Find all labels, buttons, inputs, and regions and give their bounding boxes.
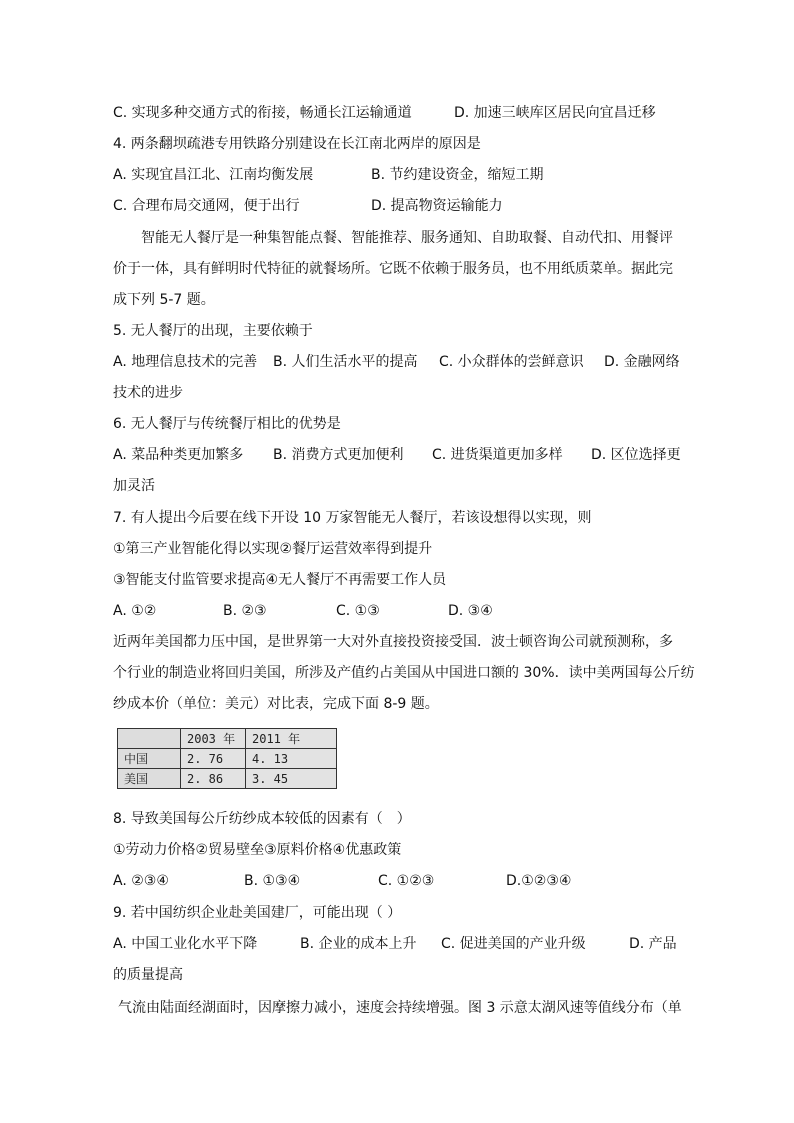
q6-option-a[interactable]: A. 菜品种类更加繁多	[113, 447, 244, 463]
q7-option-b[interactable]: B. ②③	[223, 603, 267, 619]
passage2-line1: 近两年美国都力压中国，是世界第一大对外直接投资接受国．波士顿咨询公司就预测称，多	[113, 634, 673, 650]
q4-option-a[interactable]: A. 实现宜昌江北、江南均衡发展	[113, 167, 314, 183]
table-cell: 美国	[118, 769, 181, 789]
q4-stem: 4. 两条翻坝疏港专用铁路分别建设在长江南北两岸的原因是	[113, 136, 481, 152]
q6-stem: 6. 无人餐厅与传统餐厅相比的优势是	[113, 416, 341, 432]
q7-stem: 7. 有人提出今后要在线下开设 10 万家智能无人餐厅，若该设想得以实现，则	[113, 510, 592, 526]
q8-stem: 8. 导致美国每公斤纺纱成本较低的因素有（ ）	[113, 811, 411, 827]
q6-option-c[interactable]: C. 进货渠道更加多样	[432, 447, 563, 463]
passage1-line3: 成下列 5-7 题。	[113, 292, 215, 308]
q6-option-d-cont: 加灵活	[113, 478, 155, 494]
q5-option-a[interactable]: A. 地理信息技术的完善	[113, 354, 258, 370]
q9-option-a[interactable]: A. 中国工业化水平下降	[113, 936, 258, 952]
table-cell: 2. 76	[181, 749, 246, 769]
passage1-line1: 智能无人餐厅是一种集智能点餐、智能推荐、服务通知、自助取餐、自动代扣、用餐评	[141, 230, 673, 246]
q7-items-2: ③智能支付监管要求提高④无人餐厅不再需要工作人员	[113, 572, 447, 588]
table-header-cell	[118, 729, 181, 749]
q7-option-d[interactable]: D. ③④	[448, 603, 493, 619]
q9-stem: 9. 若中国纺织企业赴美国建厂，可能出现（ ）	[113, 905, 402, 921]
q5-option-b[interactable]: B. 人们生活水平的提高	[273, 354, 418, 370]
cost-comparison-table	[117, 728, 337, 789]
q4-option-b[interactable]: B. 节约建设资金，缩短工期	[371, 167, 544, 183]
table-header-cell: 2003 年	[181, 729, 246, 749]
table-cell: 2. 86	[181, 769, 246, 789]
table-row	[118, 769, 337, 789]
q8-option-b[interactable]: B. ①③④	[244, 873, 301, 889]
q9-option-d[interactable]: D. 产品	[629, 936, 677, 952]
q5-option-d-cont: 技术的进步	[113, 385, 183, 401]
q8-items: ①劳动力价格②贸易壁垒③原料价格④优惠政策	[113, 842, 402, 858]
table-header-row	[118, 729, 337, 749]
q7-items-1: ①第三产业智能化得以实现②餐厅运营效率得到提升	[113, 541, 433, 557]
q5-option-d[interactable]: D. 金融网络	[604, 354, 680, 370]
passage2-line2: 个行业的制造业将回归美国，所涉及产值约占美国从中国进口额的 30%．读中美两国每公斤纺	[113, 665, 695, 681]
q9-option-d-cont: 的质量提高	[113, 967, 183, 983]
q8-option-a[interactable]: A. ②③④	[113, 873, 169, 889]
q6-option-b[interactable]: B. 消费方式更加便利	[273, 447, 404, 463]
passage3-line1: 气流由陆面经湖面时，因摩擦力减小，速度会持续增强。图 3 示意太湖风速等值线分布（单	[118, 1000, 682, 1016]
q9-option-c[interactable]: C. 促进美国的产业升级	[441, 936, 586, 952]
table-cell: 4. 13	[246, 749, 337, 769]
table-cell: 3. 45	[246, 769, 337, 789]
q6-option-d[interactable]: D. 区位选择更	[591, 447, 681, 463]
q3-option-c[interactable]: C. 实现多种交通方式的衔接，畅通长江运输通道	[113, 105, 412, 121]
q8-option-d[interactable]: D.①②③④	[506, 873, 572, 889]
q5-option-c[interactable]: C. 小众群体的尝鲜意识	[439, 354, 584, 370]
q9-option-b[interactable]: B. 企业的成本上升	[300, 936, 417, 952]
q4-option-d[interactable]: D. 提高物资运输能力	[371, 198, 503, 214]
passage2-line3: 纱成本价（单位：美元）对比表，完成下面 8-9 题。	[113, 696, 439, 712]
table-row	[118, 749, 337, 769]
q8-option-c[interactable]: C. ①②③	[378, 873, 435, 889]
passage1-line2: 价于一体，具有鲜明时代特征的就餐场所。它既不依赖于服务员，也不用纸质菜单。据此完	[113, 261, 673, 277]
q7-option-a[interactable]: A. ①②	[113, 603, 157, 619]
q4-option-c[interactable]: C. 合理布局交通网，便于出行	[113, 198, 300, 214]
q3-option-d[interactable]: D. 加速三峡库区居民向宜昌迁移	[454, 105, 656, 121]
table-header-cell: 2011 年	[246, 729, 337, 749]
q7-option-c[interactable]: C. ①③	[336, 603, 380, 619]
q5-stem: 5. 无人餐厅的出现，主要依赖于	[113, 323, 313, 339]
table-cell: 中国	[118, 749, 181, 769]
